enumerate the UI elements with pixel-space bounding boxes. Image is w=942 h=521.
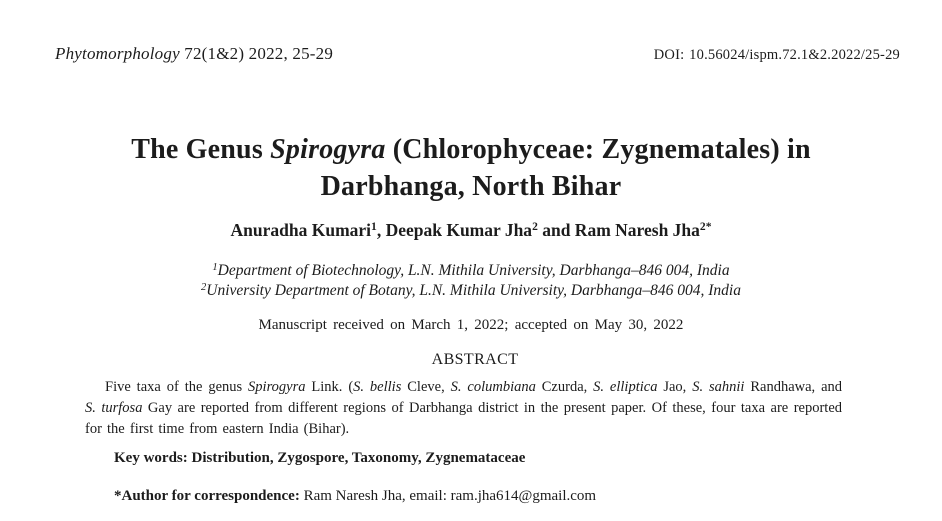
article-title	[0, 131, 942, 205]
journal-issue-pages: 72(1&2) 2022, 25-29	[179, 44, 334, 63]
species-name-italic: S. columbiana	[450, 379, 536, 395]
correspondence-text: Ram Naresh Jha, email: ram.jha614@gmail.com	[299, 488, 597, 504]
page-header	[55, 44, 900, 64]
author-name: , Deepak Kumar Jha	[376, 220, 533, 240]
affiliation-sup: 2	[201, 281, 207, 293]
manuscript-dates: Manuscript received on March 1, 2022; accepted on May 30, 2022	[258, 317, 684, 333]
species-name-italic: S. bellis	[353, 379, 402, 395]
species-name-italic: S. elliptica	[593, 379, 658, 395]
title-pre: The Genus	[131, 134, 271, 165]
doi-text: DOI: 10.56024/ispm.72.1&2.2022/25-29	[653, 47, 900, 63]
title-genus-italic: Spirogyra	[270, 134, 386, 165]
article-title-line2: Darbhanga, North Bihar	[320, 171, 622, 202]
abstract-run: Gay are reported from different regions of Darbhanga district in the present paper. Of these, four taxa are reported for the first time from eastern India (Bihar).	[85, 400, 843, 438]
abstract-run: Jao,	[657, 379, 693, 395]
affiliation-sup: 1	[212, 262, 218, 274]
correspondence-label: *Author for correspondence:	[114, 488, 300, 504]
correspondence-line	[114, 488, 900, 505]
abstract-run: Link. (	[305, 379, 354, 395]
author-name: Anuradha Kumari	[230, 220, 372, 240]
affiliation-text: Department of Biotechnology, L.N. Mithila University, Darbhanga–846 004, India	[217, 262, 730, 279]
species-name-italic: S. sahnii	[692, 379, 745, 395]
species-name-italic: Spirogyra	[248, 379, 306, 395]
authors-line	[0, 220, 942, 241]
author-name: and Ram Naresh Jha	[537, 220, 700, 240]
journal-name: Phytomorphology	[55, 44, 180, 63]
keywords-line: Key words: Distribution, Zygospore, Taxonomy, Zygnemataceae	[114, 450, 526, 466]
abstract-run: Cleve,	[401, 379, 451, 395]
affiliations-block	[0, 261, 942, 300]
author-affiliation-sup: 1	[371, 220, 377, 233]
article-title-line1	[0, 131, 942, 168]
species-name-italic: S. turfosa	[85, 400, 143, 417]
abstract-run: Randhawa, and	[744, 379, 843, 395]
affiliation-text: University Department of Botany, L.N. Mithila University, Darbhanga–846 004, India	[206, 281, 741, 299]
abstract-run: Czurda,	[535, 379, 594, 395]
affiliation-line	[0, 261, 942, 281]
affiliation-line	[0, 281, 942, 301]
author-affiliation-sup: 2	[532, 220, 538, 233]
abstract-run: Five taxa of the genus	[105, 379, 249, 395]
title-post: (Chlorophyceae: Zygnematales) in	[385, 134, 811, 165]
abstract-heading: ABSTRACT	[431, 351, 519, 368]
author-affiliation-sup-corresponding: 2*	[699, 220, 712, 233]
journal-reference	[55, 44, 333, 64]
abstract-paragraph	[85, 377, 842, 441]
